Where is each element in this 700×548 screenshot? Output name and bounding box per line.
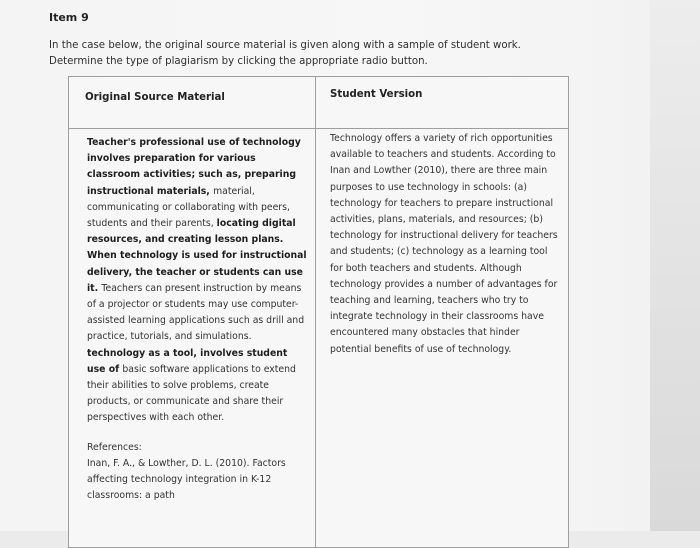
original-segment: technology as a tool, involves student use of — [87, 347, 288, 375]
references-label: References: — [87, 441, 142, 453]
original-segment: material, communicating or collaborating with peers, students and their parents, — [87, 185, 290, 230]
original-segment: Teacher's professional use of technology involves preparation for various classroom activities; such as, preparing instructional materials, — [87, 137, 301, 197]
header-student-version: Student Version — [330, 89, 423, 100]
header-divider — [69, 128, 568, 129]
comparison-table — [68, 76, 569, 548]
header-original-source: Original Source Material — [85, 92, 225, 103]
student-version-text: Technology offers a variety of rich opportunities available to teachers and students. According to Inan and Lowther (2010), there are three main purposes to use technology in schools: (a) technology for teachers to prepare instructional activities, plans, materials, and resources; (b) technology for instructional delivery for teachers and students; (c) technology as a learning tool for both teachers and students. Although technology provides a number of advantages for teaching and learning, teachers who try to integrate technology in their classrooms have encountered many obstacles that hinder potential benefits of use of technology. — [330, 133, 558, 355]
original-source-text — [87, 135, 307, 427]
instructions-line-2: Determine the type of plagiarism by clicking the appropriate radio button. — [49, 56, 428, 67]
student-version-cell — [330, 131, 560, 358]
item-title: Item 9 — [49, 11, 89, 24]
instructions — [49, 38, 569, 70]
column-divider — [315, 77, 316, 547]
original-source-cell — [87, 135, 307, 504]
references — [87, 440, 307, 505]
reference-text: Inan, F. A., & Lowther, D. L. (2010). Factors affecting technology integration in K-12 classrooms: a path — [87, 457, 286, 502]
instructions-line-1: In the case below, the original source material is given along with a sample of student work. — [49, 40, 521, 51]
original-segment: basic software applications to extend their abilities to solve problems, create products, or communicate and share their perspectives with each other. — [87, 363, 296, 424]
original-segment: Teachers can present instruction by means of a projector or students may use computer-assisted learning applications such as drill and practice, tutorials, and simulations. — [87, 282, 305, 343]
page-edge-shadow — [650, 0, 700, 531]
original-segment: locating digital resources, and creating lesson plans. When technology is used for instructional delivery, the teacher or students can use it. — [87, 218, 307, 294]
